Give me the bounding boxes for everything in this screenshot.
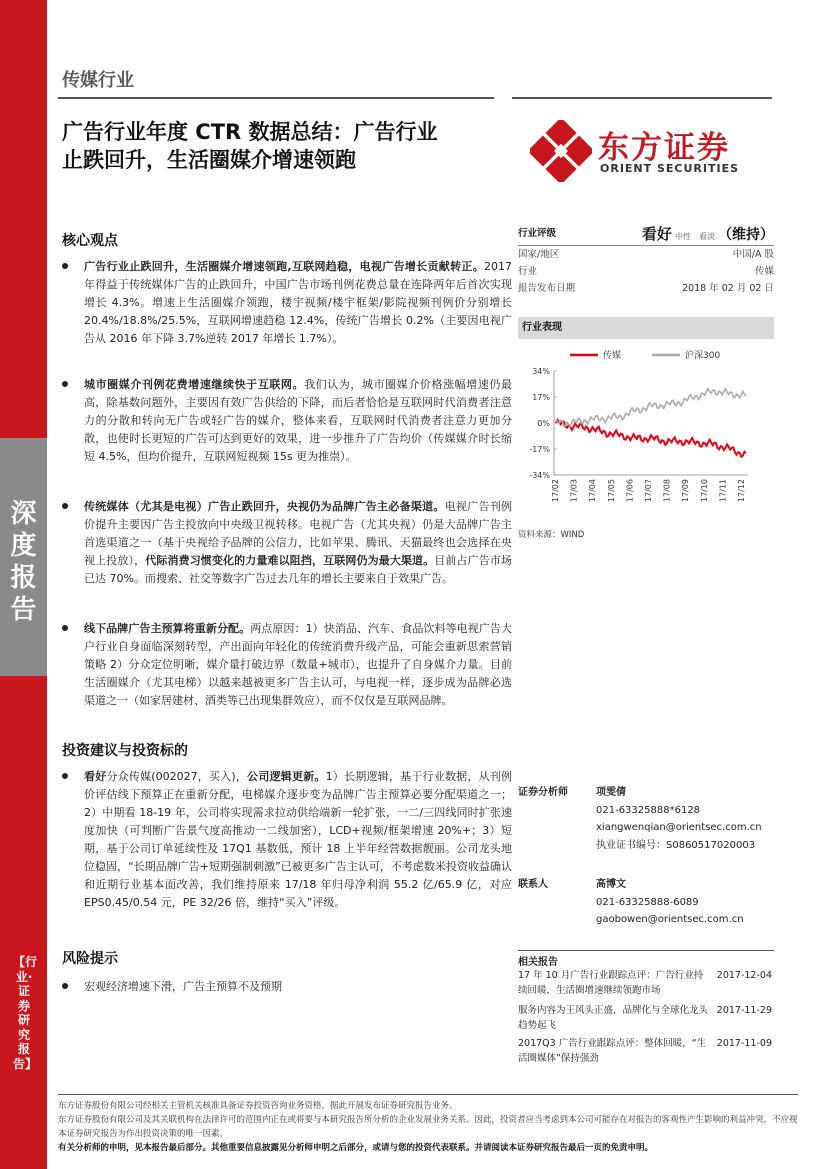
invest-heading: 投资建议与投资标的 — [62, 743, 188, 759]
title-line-2: 止跌回升，生活圈媒介增速领跑 — [62, 148, 356, 172]
analyst-phone: 021-63325888*6128 — [596, 804, 701, 816]
logo-mark-icon — [530, 120, 592, 182]
y-tick-label: 0% — [537, 419, 550, 428]
core-views-heading: 核心观点 — [62, 233, 118, 249]
performance-heading: 行业表现 — [518, 317, 774, 339]
info-row: 报告发布日期 2018 年 02 月 02 日 — [518, 283, 774, 294]
related-report-item[interactable]: 17 年 10 月广告行业跟踪点评：广告行业持续回暖，生活圈增速继续领跑市场 2017-12-04 — [518, 970, 772, 996]
y-tick-label: -17% — [529, 445, 550, 454]
x-tick-label: 17/12 — [737, 479, 746, 503]
bullet-icon — [62, 381, 68, 387]
bullet-icon — [62, 503, 68, 509]
info-row: 国家/地区 中国/A 股 — [518, 249, 774, 260]
bullet-icon — [62, 983, 68, 989]
bullet-icon — [62, 263, 68, 269]
analyst-name: 项雯倩 — [596, 787, 626, 798]
x-tick-label: 17/10 — [699, 479, 709, 503]
logo-chinese-name: 东方证券 — [598, 130, 730, 166]
x-tick-label: 17/05 — [606, 479, 616, 503]
risk-heading: 风险提示 — [62, 951, 118, 967]
analyst-license: 执业证书编号：S0860517020003 — [596, 839, 756, 851]
invest-item: 看好分众传媒(002027，买入)，公司逻辑更新。1）长期逻辑，基于行业数据，从刊例价评估线下预算正在重新分配，电梯媒介逐步变为品牌广告主预算必要分配渠道之一；2）中期看 18-19 年，公司将实现需求拉动供给端新一轮扩张，一二/三四线同时扩张速度加快（可判断广告景气度高推动一二线加密），LCD+视频/框架增速 20%+；3）短期，基于公司订单延续性及 17Q1 基数低，预计 18 上半年经营数据靓丽。公司龙头地位稳固，“长期品牌广告+短期强制刺激”已被更多广告主认可，不考虑数米投资收益确认和近期行业基本面改善，我们维持原来 17/18 年归母净利润 55.2 亿/65.9 亿，对应 EPS0.45/0.54 元，PE 32/26 倍，维持“买入”评级。 — [84, 768, 512, 912]
contact-phone: 021-63325888-6089 — [596, 896, 699, 908]
rating-options: 中性 看淡 — [674, 232, 715, 241]
legend-label: 沪深300 — [685, 351, 721, 361]
related-report-item[interactable]: 服务内容为王风头正盛，品牌化与全球化龙头趋势起飞 2017-11-29 — [518, 1005, 772, 1031]
performance-chart-svg — [518, 341, 774, 521]
rating-box — [518, 222, 774, 297]
chart-source: 资料来源：WIND — [518, 530, 585, 540]
x-tick-label: 17/07 — [644, 479, 653, 503]
header-rule-right — [512, 97, 772, 99]
x-tick-label: 17/04 — [588, 479, 598, 503]
title-line-1: 广告行业年度 CTR 数据总结：广告行业 — [62, 120, 438, 144]
risk-item: 宏观经济增速下滑，广告主预算不及预期 — [84, 978, 512, 996]
performance-chart — [518, 341, 774, 521]
x-tick-label: 17/03 — [569, 479, 579, 503]
y-tick-label: 17% — [532, 393, 550, 402]
sidebar-report-type: 深度报告 — [10, 499, 37, 625]
core-view-item: 线下品牌广告主预算将重新分配。两点原因：1）快消品、汽车、食品饮料等电视广告大户行业自身面临深刻转型，产出面向年轻化的传统消费升级产品，可能会重新思索营销策略 2）分众定位明晰，媒介量打破边界（数量+城市），也提升了自身媒介力量。目前生活圈媒介（尤其电梯）以越来越被更多广告主认可，与电视一样，逐步成为品牌必选渠道之一（如家居建材、酒类等已出现集群效应），而不仅仅是互联网品牌。 — [84, 620, 512, 710]
contact-email[interactable]: gaobowen@orientsec.com.cn — [596, 914, 744, 925]
related-report-item[interactable]: 2017Q3 广告行业跟踪点评：整体回暖，“生活圈媒体”保持强劲 2017-11-09 — [518, 1038, 772, 1064]
x-tick-label: 17/02 — [551, 479, 560, 503]
x-tick-label: 17/06 — [625, 479, 635, 503]
contact-name: 高博文 — [596, 879, 626, 890]
rating-row: 行业评级 看好 中性 看淡 （维持） — [518, 222, 774, 246]
series-line-hs300 — [556, 389, 746, 427]
core-view-item: 传统媒体（尤其是电视）广告止跌回升，央视仍为品牌广告主必备渠道。电视广告刊例价提升主要因广告主投放向中央级卫视转移。电视广告（尤其央视）仍是大品牌广告主首选渠道之一（基于央视给予品牌的公信力，比如苹果、腾讯、天猫最终也会选择在央视上投放），代际消费习惯变化的力量难以阻挡，互联网仍为最大渠道。目前占广告市场已达 70%。而搜索、社交等数字广告过去几年的增长主要来自于效果广告。 — [84, 498, 512, 588]
related-reports-heading: 相关报告 — [518, 950, 774, 968]
sidebar-series-label: 【行业·证券研究报告】 — [13, 955, 38, 1071]
x-tick-label: 17/11 — [718, 479, 728, 503]
x-tick-label: 17/08 — [662, 479, 672, 503]
industry-name: 传媒行业 — [62, 70, 134, 91]
info-row: 行业 传媒 — [518, 266, 774, 277]
y-tick-label: 34% — [532, 367, 550, 376]
bullet-icon — [62, 773, 68, 779]
legend-label: 传媒 — [603, 351, 622, 361]
rating-maintain: （维持） — [718, 227, 774, 243]
analyst-email[interactable]: xiangwenqian@orientsec.com.cn — [596, 822, 762, 833]
bullet-icon — [62, 625, 68, 631]
core-view-item: 城市圈媒介刊例花费增速继续快于互联网。我们认为，城市圈媒介价格涨幅增速仍最高，除基数问题外，主要因有效广告供给的下降，而后者恰恰是互联网时代消费者注意力的分散和转向无广告或轻广告的媒介，整体来看，互联网时代消费者注意力更加分散，也使时长更短的广告可达到更好的效果，进一步推升了广告均价（传媒媒介时长缩短 4.5%，但均价提升，互联网短视频 15s 更为推崇）。 — [84, 376, 512, 466]
y-tick-label: -34% — [529, 471, 550, 480]
series-line-media — [556, 420, 746, 457]
header-rule-left — [58, 97, 494, 99]
disclaimer-footer: 东方证券股份有限公司经相关主管机关核准具备证券投资咨询业务资格，据此开展发布证券研究报告业务。 东方证券股份有限公司及其关联机构在法律许可的范围内正在或将要与本研究报告所分析的企业发展业务关系。因此，投资者应当考虑到本公司可能存在对报告的客观性产生影响的利益冲突，不应视本证券研究报告为作出投资决策的唯一因素。 有关分析师的申明，见本报告最后部分。其他重要信息披露见分析师申明之后部分，或请与您的投资代表联系。并请阅读本证券研究报告最后一页的免责申明。 — [58, 1094, 798, 1155]
logo-english-name: ORIENT SECURITIES — [600, 162, 740, 175]
rating-value: 看好 — [641, 225, 672, 243]
company-logo — [530, 118, 770, 188]
core-view-item: 广告行业止跌回升，生活圈媒介增速领跑,互联网趋稳，电视广告增长贡献转正。2017 年得益于传统媒体广告的止跌回升，中国广告市场刊例花费总量在连降两年后首次实现增长 4.3%。增速上生活圈媒介领跑，楼宇视频/楼宇框架/影院视频刊例价分别增长 20.4%/18.8%/25.5%，互联网增速趋稳 12.4%，传统广告增长 0.2%（主要因电视广告从 2016 年下降 3.7%逆转 2017 年增长 1.7%）。 — [84, 258, 512, 348]
page-title — [62, 118, 502, 174]
x-tick-label: 17/09 — [681, 479, 691, 503]
